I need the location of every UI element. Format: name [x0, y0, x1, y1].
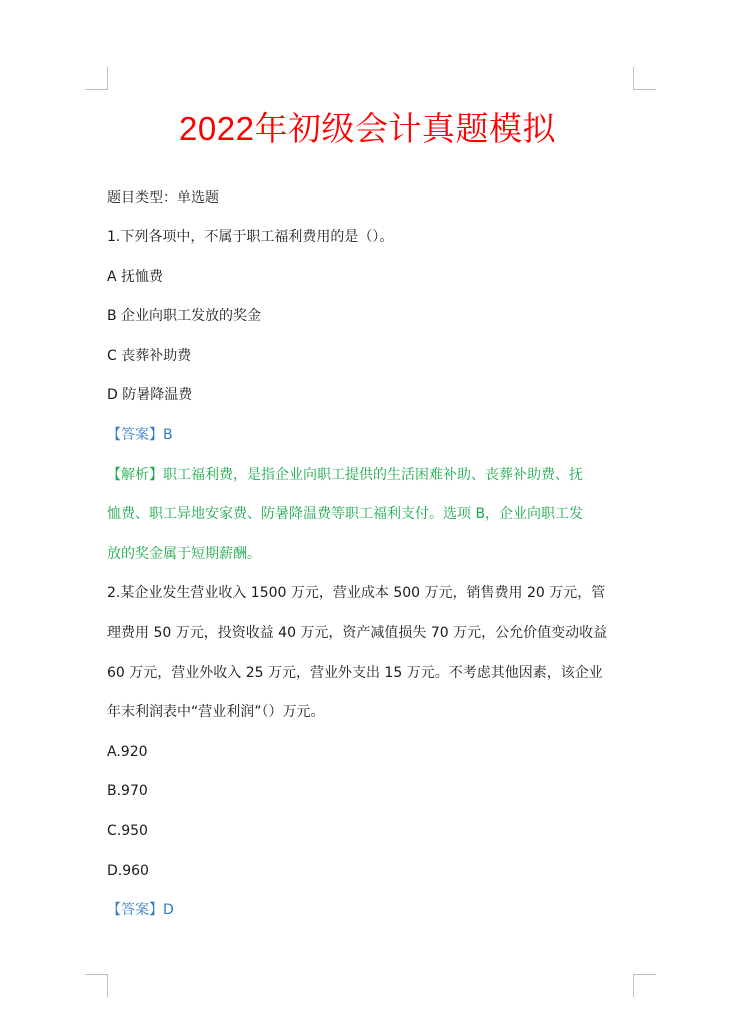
question-1-option-d: D 防暑降温费: [107, 387, 193, 404]
question-2-stem-line-4: 年末利润表中“营业利润”（）万元。: [107, 704, 325, 721]
question-type-label: 题目类型：单选题: [107, 189, 219, 206]
document-title: 2022年初级会计真题模拟: [179, 110, 556, 147]
crop-mark-top-left: [85, 67, 108, 90]
document-body: [107, 179, 633, 931]
question-1-stem: 1.下列各项中，不属于职工福利费用的是（）。: [107, 229, 394, 246]
question-2-stem-line-2: 理费用 50 万元，投资收益 40 万元，资产减值损失 70 万元，公允价值变动收益: [107, 625, 608, 642]
question-1-answer: 【答案】B: [107, 427, 173, 444]
question-2-option-a: A.920: [107, 743, 148, 760]
crop-mark-bottom-left: [85, 974, 108, 997]
question-1-option-b: B 企业向职工发放的奖金: [107, 308, 262, 325]
question-1: [107, 218, 633, 574]
question-2-stem-line-3: 60 万元，营业外收入 25 万元，营业外支出 15 万元。不考虑其他因素，该企业: [107, 664, 603, 681]
question-1-analysis-line-1: 【解析】职工福利费，是指企业向职工提供的生活困难补助、丧葬补助费、抚: [107, 466, 583, 483]
question-2-option-c: C.950: [107, 823, 148, 839]
question-2-option-d: D.960: [107, 862, 149, 879]
question-1-analysis-line-3: 放的奖金属于短期薪酬。: [107, 545, 261, 562]
question-1-option-c: C 丧葬补助费: [107, 347, 192, 364]
crop-mark-bottom-right: [633, 974, 656, 997]
question-2-option-b: B.970: [107, 783, 148, 800]
question-2-stem-line-1: 2.某企业发生营业收入 1500 万元，营业成本 500 万元，销售费用 20 万元，管: [107, 585, 606, 602]
question-2-answer: 【答案】D: [107, 902, 174, 919]
question-1-analysis-line-2: 恤费、职工异地安家费、防暑降温费等职工福利支付。选项 B，企业向职工发: [107, 506, 584, 523]
crop-mark-top-right: [633, 67, 656, 90]
question-1-option-a: A 抚恤费: [107, 268, 164, 285]
question-2: [107, 574, 633, 930]
